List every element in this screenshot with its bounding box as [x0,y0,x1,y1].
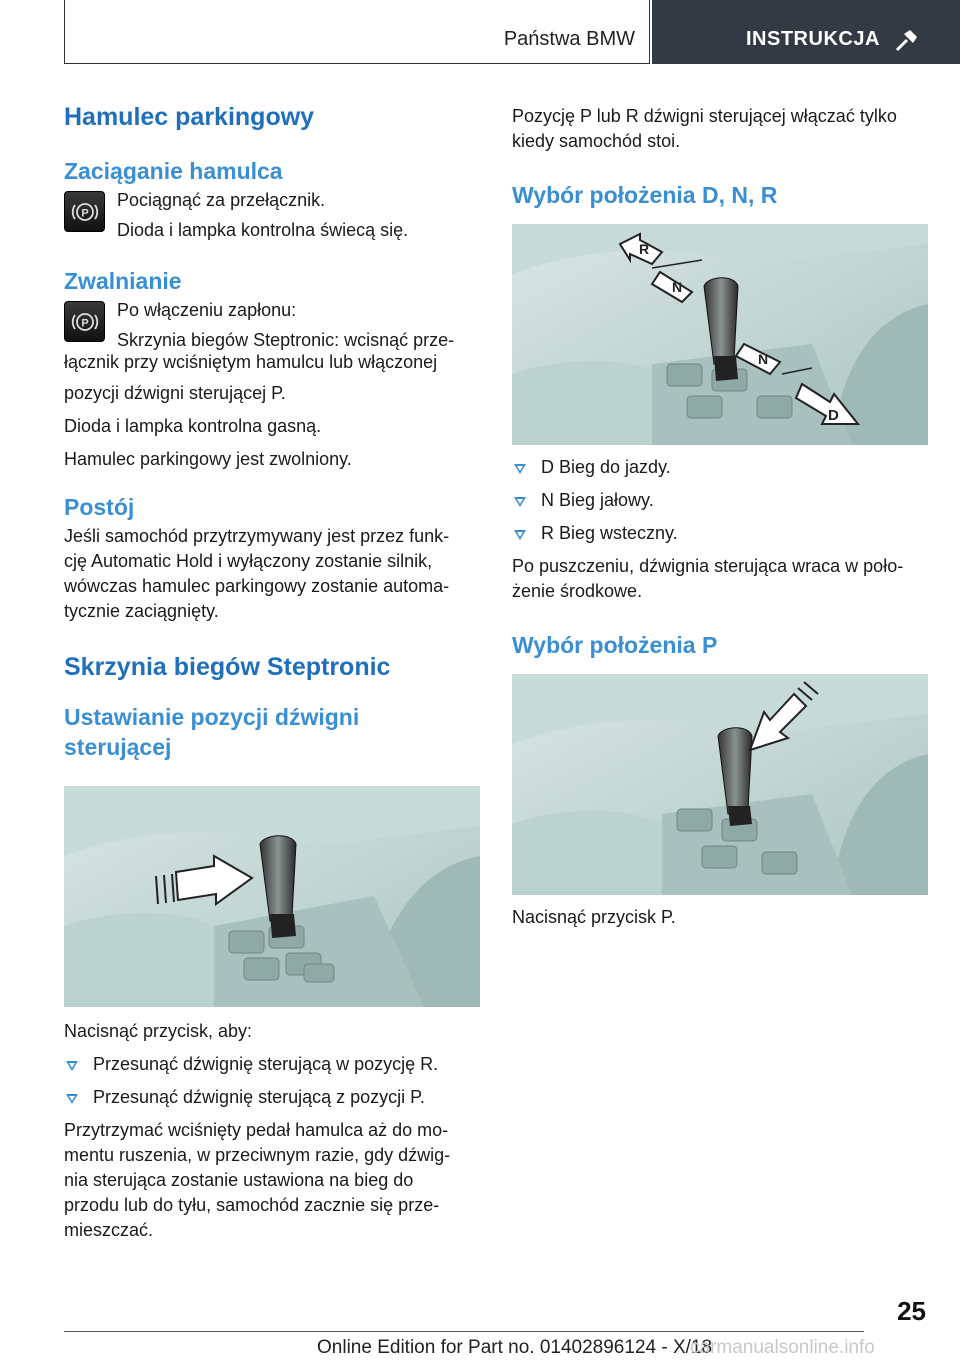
standstill-text-4: tycznie zaciągnięty. [64,601,219,621]
release-text-5: Dioda i lampka kontrolna gasną. [64,416,322,436]
apply-brake-heading: Zaciąganie hamulca [64,158,283,184]
page-number: 25 [897,1296,926,1326]
gear-lever-figure-dnr [512,224,928,445]
list-item-text: D Bieg do jazdy. [541,457,671,477]
watermark: carmanualsonline.info [690,1337,875,1358]
list-item-text: Przesunąć dźwignię sterującą z pozycji P. [93,1087,425,1107]
footer-divider [64,1331,864,1332]
left-column [64,100,480,1243]
dnr-heading: Wybór położenia D, N, R [512,182,778,208]
list-item [512,455,928,480]
apply-text-2: Dioda i lampka kontrolna świecą się. [117,220,409,240]
hammer-icon [893,28,919,54]
hold-text-3: nia sterująca zostanie ustawiona na bieg do [64,1170,414,1190]
fig-label-d: D [828,407,839,424]
svg-text:P: P [81,207,89,220]
triangle-bullet-icon [514,464,526,474]
hold-text-1: Przytrzymać wciśnięty pedał hamulca aż do mo- [64,1120,449,1140]
header-left-label: Państwa BMW [503,28,635,50]
lever-heading-line-2: sterującej [64,734,172,760]
release-text-3: łącznik przy wciśniętym hamulcu lub włączonej [64,352,438,372]
list-item [512,488,928,513]
gear-list [512,455,928,546]
list-item-text: R Bieg wsteczny. [541,523,678,543]
release-text-1: Po włączeniu zapłonu: [117,300,297,320]
after-text-1: Po puszczeniu, dźwignia sterująca wraca w poło- [512,556,904,576]
right-column [512,100,928,930]
parking-brake-title: Hamulec parkingowy [64,103,315,131]
intro-text-2: kiedy samochód stoi. [512,131,681,151]
standstill-text-2: cję Automatic Hold i wyłączony zostanie silnik, [64,551,433,571]
header-right-label: INSTRUKCJA [746,28,880,50]
edition-text: Online Edition for Part no. 01402896124 - X/18 [317,1337,713,1358]
hold-text-4: przodu lub do tyłu, samochód zacznie się prze- [64,1195,440,1215]
apply-brake-block [64,191,480,243]
press-button-text: Nacisnąć przycisk, aby: [64,1021,253,1041]
intro-text-1: Pozycję P lub R dźwigni sterującej włączać tylko [512,106,897,126]
list-item [64,1052,480,1077]
list-item-text: Przesunąć dźwignię sterującą w pozycję R. [93,1054,439,1074]
triangle-bullet-icon [514,497,526,507]
after-text-2: żenie środkowe. [512,581,643,601]
list-item-text: N Bieg jałowy. [541,490,654,510]
triangle-bullet-icon [66,1061,78,1071]
standstill-text-3: wówczas hamulec parkingowy zostanie automa- [64,576,450,596]
press-p-text: Nacisnąć przycisk P. [512,907,676,927]
steptronic-title: Skrzynia biegów Steptronic [64,653,391,681]
triangle-bullet-icon [514,530,526,540]
release-text-4: pozycji dźwigni sterującej P. [64,383,286,403]
svg-text:P: P [81,317,89,330]
p-heading: Wybór położenia P [512,632,718,658]
standstill-text-1: Jeśli samochód przytrzymywany jest przez funk- [64,526,450,546]
hold-text-5: mieszczać. [64,1220,154,1240]
release-heading: Zwalnianie [64,268,182,294]
release-text-2: Skrzynia biegów Steptronic: wcisnąć prze- [117,330,455,350]
apply-text-1: Pociągnąć za przełącznik. [117,190,326,210]
gear-lever-figure-unlock [64,786,480,1007]
hold-text-2: mentu ruszenia, w przeciwnym razie, gdy dźwig- [64,1145,451,1165]
fig-label-n-bottom: N [758,351,769,367]
release-text-6: Hamulec parkingowy jest zwolniony. [64,449,352,469]
list-item [64,1085,480,1110]
lever-heading-line-1: Ustawianie pozycji dźwigni [64,704,360,730]
list-item [512,521,928,546]
gear-lever-figure-park [512,674,928,895]
standstill-heading: Postój [64,494,135,520]
triangle-bullet-icon [66,1094,78,1104]
header-left-tab [64,0,650,64]
release-block [64,301,480,353]
press-button-list [64,1052,480,1110]
fig-label-n-top: N [672,279,683,295]
fig-label-r: R [639,241,650,257]
